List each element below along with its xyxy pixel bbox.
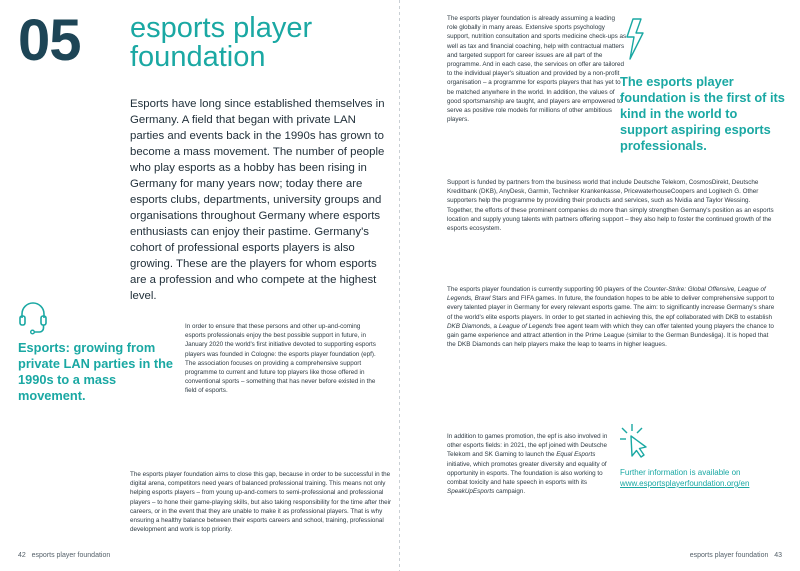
lightning-bolt-icon [625, 17, 645, 61]
page-number-left: 42 [18, 552, 26, 559]
body-column-inner: In order to ensure that these persons and other up-and-coming esports professionals enjoy the best possible support in future, in January 2020 the world's first initiative devoted to supporting esports players was founded in Cologne: the esports player foundation (epf). The association focuses on providing a comprehensive support programme to current and future top players like those offered in conventional sports – something that has never before existed in the field of esports. [185, 323, 376, 395]
lead-paragraph: Esports have long since established themselves in Germany. A field that began with private LAN parties and events back in the 1990s has grown to become a mass movement. The number of people who play esports as a hobby has been rising in Germany for many years now; today there are esports clubs, departments, university groups and organisations throughout Germany where esports enthusiasts can enjoy their pastime. Germany's cohort of professional esports players is also growing. These are the players for whom esports are a profession and who compete at the highest level. [130, 98, 385, 302]
body-column-players: The esports player foundation is currently supporting 90 players of the Counter-Strike: Global Offensive, League of Legends, Brawl Stars and FIFA games. In future, the foundation hopes to be able to deliver comprehensive support to every talented player in Germany for every relevant esports game. The aim: to significantly increase Germany's share of the world's elite esports players. In order to get started in achieving this, the epf collaborated with DKB to establish DKB Diamonds, a League of Legends free agent team with which they can offer talented young players the chance to gain game experience and attract attention in the Prime League (similar to the German Bundesliga). It is hoped that the DKB Diamonds can help players make the leap to teams in higher leagues. [447, 286, 775, 349]
body-column-top-right: The esports player foundation is already assuming a leading role globally in many areas. Extensive sports psychology support, nutrition consultation and sports medicine check-ups as well as tax and financial coaching, help with contractual matters and targeted support for career issues are all part of the programme. And in each case, the services on offer are tailored to the individual player's situation and provided by a non-profit organisation – a programme for esports players that has yet to be matched anywhere in the world. In addition, the values of good sportsmanship are taught, and players are empowered to serve as positive role models for millions of other ambitious players. [447, 15, 627, 124]
chapter-number: 05 [18, 8, 81, 73]
pull-quote-left: Esports: growing from private LAN parties in the 1990s to a mass movement. [18, 340, 174, 403]
further-info-text: Further information is available on [620, 468, 741, 477]
body-column-bottom-left: The esports player foundation aims to close this gap, because in order to be successful in the digital arena, competitors need years of balanced professional training. This means not only helping esports players – from young up-and-comers to semi-professional and professional players – to hone their game-playing skills, but also taking responsibility for the time after their careers, or in the event that they are unable to make it as professional players. That is why ensuring a healthy balance between their esports careers and school, training, professional development and work is top priority. [130, 471, 392, 534]
pull-quote-right: The esports player foundation is the first of its kind in the world to support aspiring esports professionals. [620, 74, 785, 153]
page-footer-right [690, 552, 782, 559]
chapter-title: esports player foundation [130, 12, 313, 73]
page-number-right: 43 [774, 552, 782, 559]
website-link[interactable]: www.esportsplayerfoundation.org/en [620, 479, 750, 488]
headset-icon [18, 300, 48, 336]
body-column-initiatives: In addition to games promotion, the epf is also involved in other esports fields: in 2021, the epf joined with Deutsche Telekom and SK Gaming to launch the Equal Esports initiative, which promotes greater diversity and equality of opportunity in esports. The foundation is also working to combat toxicity and hate speech in esports with its SpeakUpEsports campaign. [447, 433, 608, 496]
body-column-partners: Support is funded by partners from the business world that include Deutsche Telekom, CosmosDirekt, Deutsche Kreditbank (DKB), AnyDesk, Garmin, Techniker Krankenkasse, PricewaterhouseCoopers and Logitech G. Other supporters help the programme by providing their products and services, such as Nvidia and Taylor Wessing. Together, the efforts of these prominent companies do more than simply strengthen Germany's position as an esports location and supply young talents with partners offering support – they also help to foster the continued growth of the esports ecosystem. [447, 179, 774, 233]
page-spine [399, 0, 400, 571]
running-title-right: esports player foundation [689, 552, 769, 559]
cursor-click-icon [618, 422, 652, 458]
page-footer-left [18, 552, 110, 559]
running-title-left: esports player foundation [31, 552, 111, 559]
further-info [620, 467, 785, 489]
